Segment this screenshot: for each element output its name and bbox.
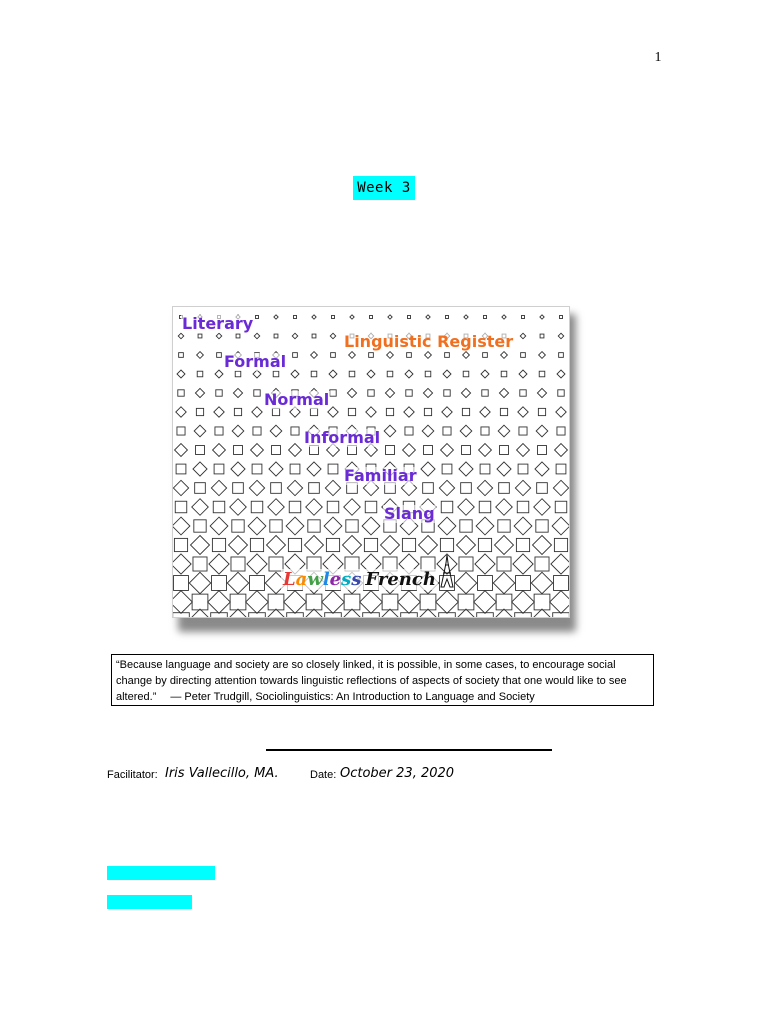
pattern-diamond xyxy=(268,499,285,516)
pattern-diamond xyxy=(532,535,551,554)
pattern-square xyxy=(252,464,262,474)
pattern-square xyxy=(424,446,433,455)
pattern-square xyxy=(212,538,225,551)
pattern-square xyxy=(327,501,339,513)
pattern-diamond xyxy=(211,480,226,495)
pattern-square xyxy=(235,371,241,377)
pattern-square xyxy=(175,501,187,513)
pattern-diamond xyxy=(349,352,356,359)
pattern-square xyxy=(196,446,205,455)
pattern-square xyxy=(480,464,490,474)
pattern-diamond xyxy=(324,517,342,535)
pattern-diamond xyxy=(195,388,204,397)
pattern-diamond xyxy=(481,370,489,378)
pattern-square xyxy=(501,371,507,377)
pattern-square xyxy=(268,594,284,610)
pattern-square xyxy=(462,408,469,415)
pattern-square xyxy=(365,501,377,513)
pattern-diamond xyxy=(347,388,356,397)
pattern-diamond xyxy=(441,444,454,457)
pattern-diamond xyxy=(304,535,323,554)
pattern-square xyxy=(446,316,449,319)
pattern-diamond xyxy=(306,499,323,516)
pattern-diamond xyxy=(460,425,472,437)
pattern-square xyxy=(291,427,299,435)
pattern-square xyxy=(215,427,223,435)
pattern-diamond xyxy=(194,425,206,437)
pattern-diamond xyxy=(501,352,508,359)
pattern-square xyxy=(326,538,339,551)
pattern-diamond xyxy=(291,370,299,378)
pattern-diamond xyxy=(443,370,451,378)
pattern-square xyxy=(195,483,206,494)
pattern-square xyxy=(193,557,207,571)
pattern-square xyxy=(293,353,298,358)
pattern-square xyxy=(420,594,436,610)
pattern-diamond xyxy=(514,517,532,535)
pattern-diamond xyxy=(292,333,298,339)
page-number: 1 xyxy=(654,50,662,65)
pattern-diamond xyxy=(173,480,188,495)
pattern-square xyxy=(425,371,431,377)
pattern-diamond xyxy=(228,535,247,554)
pattern-diamond xyxy=(249,480,264,495)
figure-title: Linguistic Register xyxy=(344,332,514,351)
pattern-diamond xyxy=(513,554,533,574)
pattern-square xyxy=(538,408,545,415)
pattern-diamond xyxy=(515,480,530,495)
pattern-diamond xyxy=(535,462,549,476)
pattern-square xyxy=(556,464,566,474)
pattern-square xyxy=(306,594,322,610)
pattern-square xyxy=(370,316,373,319)
pattern-square xyxy=(349,371,355,377)
pattern-square xyxy=(197,371,203,377)
pattern-diamond xyxy=(307,462,321,476)
pattern-square xyxy=(348,408,355,415)
pattern-square xyxy=(500,446,509,455)
register-informal: Informal xyxy=(304,428,381,447)
pattern-square xyxy=(294,316,297,319)
pattern-diamond xyxy=(213,444,226,457)
pattern-diamond xyxy=(426,315,430,319)
pattern-square xyxy=(500,408,507,415)
pattern-diamond xyxy=(209,554,229,574)
pattern-diamond xyxy=(423,388,432,397)
pattern-diamond xyxy=(286,517,304,535)
pattern-diamond xyxy=(553,480,568,495)
date-value: October 23, 2020 xyxy=(340,766,455,781)
pattern-diamond xyxy=(254,333,260,339)
pattern-square xyxy=(540,334,544,338)
pattern-diamond xyxy=(192,499,209,516)
pattern-square xyxy=(539,371,545,377)
highlight-bar-1 xyxy=(107,866,215,880)
pattern-diamond xyxy=(556,407,566,417)
pattern-diamond xyxy=(477,480,492,495)
pattern-diamond xyxy=(190,535,209,554)
pattern-square xyxy=(462,446,471,455)
pattern-square xyxy=(250,576,265,591)
pattern-diamond xyxy=(177,370,185,378)
pattern-square xyxy=(234,408,241,415)
pattern-diamond xyxy=(534,499,551,516)
pattern-square xyxy=(274,334,278,338)
pattern-square xyxy=(387,371,393,377)
register-slang: Slang xyxy=(384,504,435,523)
pattern-diamond xyxy=(251,444,264,457)
pattern-diamond xyxy=(232,425,244,437)
pattern-square xyxy=(554,538,567,551)
pattern-diamond xyxy=(342,535,361,554)
pattern-square xyxy=(308,520,320,532)
pattern-diamond xyxy=(274,315,278,319)
pattern-diamond xyxy=(367,370,375,378)
pattern-square xyxy=(256,316,259,319)
pattern-square xyxy=(369,353,374,358)
pattern-diamond xyxy=(248,517,266,535)
register-normal: Normal xyxy=(264,390,330,409)
pattern-square xyxy=(217,353,222,358)
pattern-diamond xyxy=(475,554,495,574)
pattern-diamond xyxy=(436,591,459,614)
pattern-diamond xyxy=(497,462,511,476)
facilitator-label: Facilitator: xyxy=(107,769,158,781)
pattern-diamond xyxy=(362,517,380,535)
pattern-square xyxy=(538,446,547,455)
pattern-square xyxy=(554,576,569,591)
pattern-diamond xyxy=(178,333,184,339)
pattern-square xyxy=(273,371,279,377)
pattern-diamond xyxy=(388,315,392,319)
pattern-diamond xyxy=(270,425,282,437)
pattern-square xyxy=(407,353,412,358)
pattern-square xyxy=(499,483,510,494)
pattern-square xyxy=(536,520,548,532)
pattern-square xyxy=(254,390,260,396)
pattern-square xyxy=(535,557,549,571)
pattern-diamond xyxy=(175,444,188,457)
pattern-square xyxy=(174,576,189,591)
pattern-diamond xyxy=(499,388,508,397)
pattern-square xyxy=(250,538,263,551)
quote-attribution: — Peter Trudgill, Sociolinguistics: An Introduction to Language and Society xyxy=(170,691,535,703)
pattern-diamond xyxy=(439,480,454,495)
pattern-diamond xyxy=(480,407,490,417)
pattern-diamond xyxy=(246,591,269,614)
pattern-diamond xyxy=(557,370,565,378)
pattern-square xyxy=(479,501,491,513)
pattern-diamond xyxy=(517,444,530,457)
pattern-square xyxy=(443,427,451,435)
pattern-square xyxy=(521,353,526,358)
pattern-diamond xyxy=(173,554,191,574)
pattern-square xyxy=(236,334,240,338)
register-familiar: Familiar xyxy=(344,466,417,485)
pattern-square xyxy=(463,371,469,377)
pattern-square xyxy=(271,483,282,494)
pattern-diamond xyxy=(322,591,345,614)
pattern-diamond xyxy=(231,462,245,476)
quote-box xyxy=(111,654,654,706)
pattern-square xyxy=(441,501,453,513)
pattern-diamond xyxy=(496,499,513,516)
pattern-square xyxy=(253,427,261,435)
pattern-diamond xyxy=(252,407,262,417)
pattern-square xyxy=(230,594,246,610)
pattern-square xyxy=(496,594,512,610)
pattern-square xyxy=(461,483,472,494)
pattern-diamond xyxy=(284,591,307,614)
pattern-square xyxy=(344,594,360,610)
pattern-square xyxy=(289,501,301,513)
linguistic-register-figure xyxy=(172,306,576,632)
pattern-square xyxy=(483,353,488,358)
pattern-diamond xyxy=(227,572,248,593)
pattern-diamond xyxy=(425,352,432,359)
pattern-square xyxy=(522,316,525,319)
pattern-square xyxy=(198,334,202,338)
pattern-square xyxy=(368,390,374,396)
pattern-diamond xyxy=(197,352,204,359)
pattern-square xyxy=(214,464,224,474)
pattern-square xyxy=(310,408,317,415)
pattern-diamond xyxy=(551,554,569,574)
pattern-diamond xyxy=(456,535,475,554)
pattern-square xyxy=(213,501,225,513)
pattern-square xyxy=(518,464,528,474)
pattern-square xyxy=(402,538,415,551)
date-label: Date: xyxy=(310,769,337,781)
pattern-square xyxy=(386,408,393,415)
pattern-square xyxy=(290,464,300,474)
pattern-diamond xyxy=(463,352,470,359)
pattern-diamond xyxy=(476,517,494,535)
pattern-square xyxy=(408,316,411,319)
pattern-square xyxy=(328,464,338,474)
pattern-square xyxy=(424,408,431,415)
pattern-square xyxy=(233,483,244,494)
pattern-square xyxy=(520,390,526,396)
pattern-diamond xyxy=(512,591,535,614)
pattern-square xyxy=(405,427,413,435)
pattern-diamond xyxy=(173,591,192,614)
pattern-diamond xyxy=(494,535,513,554)
pattern-square xyxy=(534,594,550,610)
pattern-square xyxy=(423,483,434,494)
pattern-diamond xyxy=(216,333,222,339)
pattern-diamond xyxy=(289,444,302,457)
pattern-square xyxy=(364,538,377,551)
pattern-square xyxy=(272,408,279,415)
pattern-square xyxy=(332,316,335,319)
pattern-diamond xyxy=(403,444,416,457)
pattern-square xyxy=(382,594,398,610)
pattern-square xyxy=(272,446,281,455)
pattern-square xyxy=(177,427,185,435)
pattern-square xyxy=(478,576,493,591)
pattern-square xyxy=(270,520,282,532)
pattern-diamond xyxy=(360,591,383,614)
pattern-square xyxy=(179,353,184,358)
pattern-diamond xyxy=(387,352,394,359)
pattern-diamond xyxy=(253,370,261,378)
pattern-square xyxy=(458,594,474,610)
pattern-diamond xyxy=(266,535,285,554)
pattern-square xyxy=(444,390,450,396)
eiffel-tower-icon xyxy=(439,555,455,589)
pattern-diamond xyxy=(550,591,569,614)
pattern-diamond xyxy=(350,315,354,319)
pattern-diamond xyxy=(287,480,302,495)
pattern-square xyxy=(445,353,450,358)
pattern-diamond xyxy=(176,407,186,417)
figure-card xyxy=(172,306,570,618)
pattern-diamond xyxy=(398,591,421,614)
pattern-square xyxy=(288,538,301,551)
pattern-square xyxy=(519,427,527,435)
pattern-square xyxy=(558,390,564,396)
pattern-square xyxy=(440,538,453,551)
pattern-diamond xyxy=(537,388,546,397)
pattern-diamond xyxy=(311,352,318,359)
pattern-square xyxy=(331,353,336,358)
pattern-diamond xyxy=(380,535,399,554)
pattern-diamond xyxy=(539,352,546,359)
pattern-square xyxy=(386,446,395,455)
pattern-diamond xyxy=(210,517,228,535)
pattern-diamond xyxy=(330,333,336,339)
pattern-diamond xyxy=(518,407,528,417)
pattern-diamond xyxy=(540,315,544,319)
pattern-diamond xyxy=(247,554,267,574)
pattern-square xyxy=(557,427,565,435)
pattern-diamond xyxy=(325,480,340,495)
register-literary: Literary xyxy=(182,314,254,333)
pattern-square xyxy=(516,576,531,591)
pattern-diamond xyxy=(418,535,437,554)
pattern-square xyxy=(311,371,317,377)
pattern-square xyxy=(231,557,245,571)
pattern-square xyxy=(482,390,488,396)
pattern-square xyxy=(196,408,203,415)
pattern-diamond xyxy=(233,388,242,397)
pattern-diamond xyxy=(230,499,247,516)
pattern-square xyxy=(555,501,567,513)
pattern-square xyxy=(330,390,336,396)
pattern-square xyxy=(497,557,511,571)
pattern-square xyxy=(176,464,186,474)
pattern-square xyxy=(232,520,244,532)
pattern-diamond xyxy=(498,425,510,437)
pattern-square xyxy=(459,557,473,571)
pattern-diamond xyxy=(461,388,470,397)
pattern-square xyxy=(481,427,489,435)
brand-logo: Lawless French xyxy=(283,569,436,590)
pattern-diamond xyxy=(173,517,190,535)
pattern-square xyxy=(537,483,548,494)
pattern-square xyxy=(174,538,187,551)
pattern-square xyxy=(478,538,491,551)
pattern-square xyxy=(178,390,184,396)
pattern-diamond xyxy=(558,333,564,339)
pattern-square xyxy=(442,464,452,474)
pattern-square xyxy=(498,520,510,532)
pattern-square xyxy=(560,316,563,319)
pattern-square xyxy=(346,520,358,532)
pattern-square xyxy=(460,520,472,532)
pattern-diamond xyxy=(312,315,316,319)
pattern-square xyxy=(251,501,263,513)
pattern-diamond xyxy=(459,462,473,476)
pattern-diamond xyxy=(455,572,476,593)
pattern-square xyxy=(194,520,206,532)
pattern-square xyxy=(559,353,564,358)
pattern-diamond xyxy=(366,407,376,417)
pattern-diamond xyxy=(422,425,434,437)
pattern-diamond xyxy=(189,572,210,593)
pattern-diamond xyxy=(208,591,231,614)
highlight-bar-2 xyxy=(107,895,192,909)
pattern-square xyxy=(234,446,243,455)
pattern-diamond xyxy=(385,388,394,397)
pattern-square xyxy=(312,334,316,338)
pattern-diamond xyxy=(474,591,497,614)
pattern-diamond xyxy=(214,407,224,417)
facilitator-name: Iris Vallecillo, MA. xyxy=(165,766,279,781)
pattern-diamond xyxy=(442,407,452,417)
pattern-diamond xyxy=(438,517,456,535)
pattern-diamond xyxy=(493,572,514,593)
pattern-diamond xyxy=(404,407,414,417)
pattern-square xyxy=(192,594,208,610)
pattern-square xyxy=(517,501,529,513)
pattern-diamond xyxy=(405,370,413,378)
pattern-diamond xyxy=(384,425,396,437)
pattern-diamond xyxy=(421,462,435,476)
pattern-diamond xyxy=(536,425,548,437)
pattern-diamond xyxy=(464,315,468,319)
pattern-diamond xyxy=(215,370,223,378)
pattern-diamond xyxy=(519,370,527,378)
pattern-diamond xyxy=(531,572,552,593)
pattern-square xyxy=(484,316,487,319)
pattern-diamond xyxy=(479,444,492,457)
signature-line xyxy=(266,749,552,751)
pattern-square xyxy=(216,390,222,396)
pattern-diamond xyxy=(458,499,475,516)
pattern-square xyxy=(516,538,529,551)
pattern-diamond xyxy=(193,462,207,476)
pattern-square xyxy=(406,390,412,396)
register-formal: Formal xyxy=(224,352,287,371)
pattern-square xyxy=(212,576,227,591)
pattern-diamond xyxy=(269,462,283,476)
pattern-diamond xyxy=(344,499,361,516)
pattern-diamond xyxy=(502,315,506,319)
pattern-diamond xyxy=(329,370,337,378)
pattern-diamond xyxy=(555,444,568,457)
pattern-square xyxy=(309,483,320,494)
pattern-diamond xyxy=(520,333,526,339)
pattern-diamond xyxy=(552,517,569,535)
quote-text: “Because language and society are so closely linked, it is possible, in some cases, to encourage social change by directing attention towards linguistic reflections of aspects of society that one would like to see altered.” xyxy=(116,659,627,703)
week-heading: Week 3 xyxy=(353,176,415,200)
